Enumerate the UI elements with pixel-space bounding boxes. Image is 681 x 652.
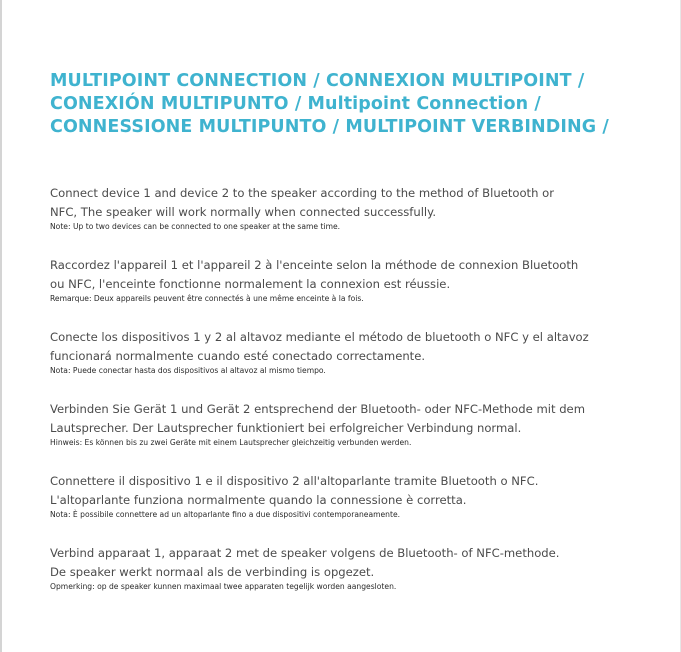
instruction-line: Connettere il dispositivo 1 e il dispositivo 2 all'altoparlante tramite Bluetooth o NFC.	[50, 474, 539, 488]
title-line: MULTIPOINT CONNECTION / CONNEXION MULTIPOINT /	[50, 71, 585, 91]
section-spanish	[50, 328, 650, 377]
instruction-line: Connect device 1 and device 2 to the speaker according to the method of Bluetooth or	[50, 186, 554, 200]
title-line: CONEXIÓN MULTIPUNTO / Multipoint Connection /	[50, 94, 541, 114]
instruction-text	[50, 400, 650, 437]
note-text: Nota: Puede conectar hasta dos dispositivos al altavoz al mismo tiempo.	[50, 366, 326, 375]
section-dutch	[50, 544, 650, 593]
instruction-line: ou NFC, l'enceinte fonctionne normalement la connexion est réussie.	[50, 276, 451, 291]
instruction-line: Conecte los dispositivos 1 y 2 al altavoz mediante el método de bluetooth o NFC y el altavoz	[50, 330, 589, 344]
instruction-line: De speaker werkt normaal als de verbinding is opgezet.	[50, 564, 375, 579]
page-title	[50, 70, 650, 139]
instruction-sections	[50, 184, 650, 593]
instruction-text	[50, 472, 650, 509]
instruction-line: Verbinden Sie Gerät 1 und Gerät 2 entsprechend der Bluetooth- oder NFC-Methode mit dem	[50, 402, 585, 416]
title-line: CONNESSIONE MULTIPUNTO / MULTIPOINT VERBINDING /	[50, 117, 609, 137]
instruction-line: Verbind apparaat 1, apparaat 2 met de speaker volgens de Bluetooth- of NFC-methode.	[50, 546, 560, 560]
note-text: Opmerking: op de speaker kunnen maximaal twee apparaten tegelijk worden aangesloten.	[50, 582, 397, 591]
document-content	[50, 70, 650, 616]
instruction-line: funcionará normalmente cuando esté conectado correctamente.	[50, 348, 426, 363]
instruction-line: NFC, The speaker will work normally when connected successfully.	[50, 204, 437, 219]
page-edge-left	[0, 0, 2, 652]
section-french	[50, 256, 650, 305]
section-german	[50, 400, 650, 449]
section-italian	[50, 472, 650, 521]
instruction-line: L'altoparlante funziona normalmente quando la connessione è corretta.	[50, 492, 467, 507]
instruction-line: Lautsprecher. Der Lautsprecher funktioniert bei erfolgreicher Verbindung normal.	[50, 420, 522, 435]
note-text: Hinweis: Es können bis zu zwei Geräte mit einem Lautsprecher gleichzeitig verbunden werden.	[50, 438, 412, 447]
instruction-line: Raccordez l'appareil 1 et l'appareil 2 à l'enceinte selon la méthode de connexion Bluetooth	[50, 258, 579, 272]
instruction-text	[50, 184, 650, 221]
note-text: Nota: È possibile connettere ad un altoparlante fino a due dispositivi contemporaneamente.	[50, 510, 401, 519]
instruction-text	[50, 256, 650, 293]
note-text: Remarque: Deux appareils peuvent être connectés à une même enceinte à la fois.	[50, 294, 364, 303]
note-text: Note: Up to two devices can be connected to one speaker at the same time.	[50, 222, 341, 231]
instruction-text	[50, 544, 650, 581]
section-english	[50, 184, 650, 233]
instruction-text	[50, 328, 650, 365]
